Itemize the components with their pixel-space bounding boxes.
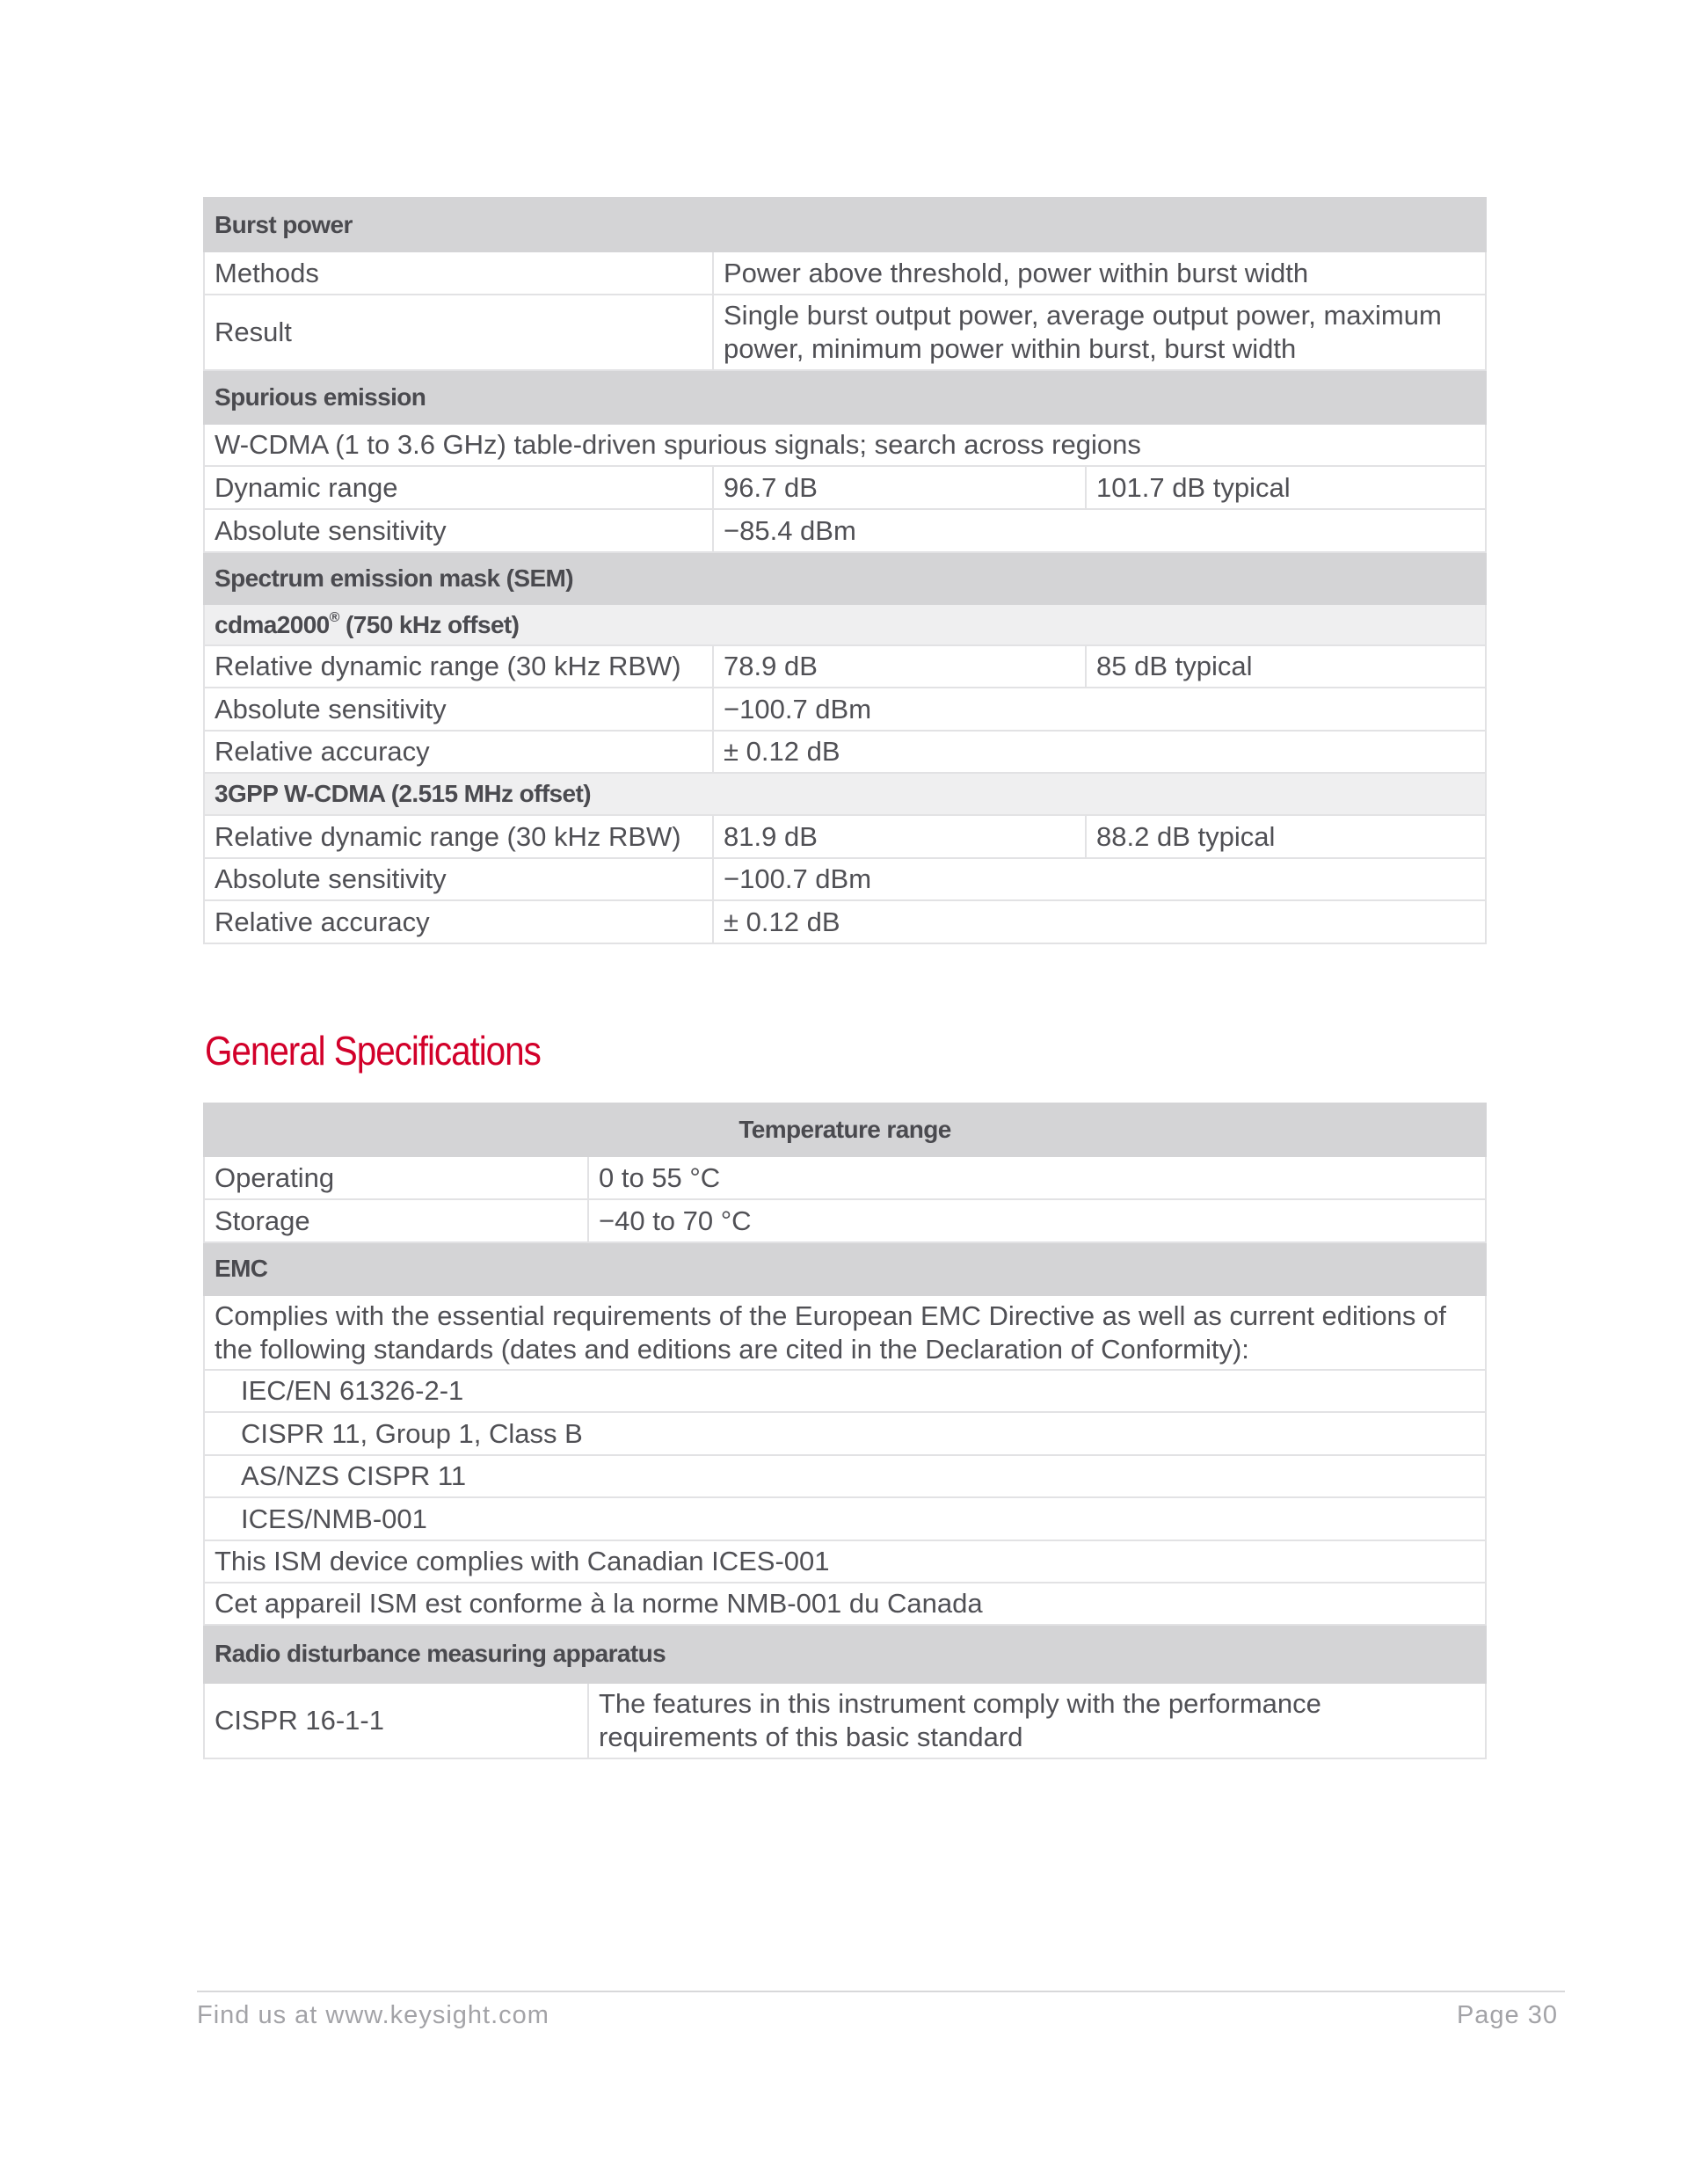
table-row: [204, 1683, 1486, 1758]
table-row: [204, 509, 1486, 552]
section-header-radio-disturbance: [204, 1625, 1486, 1683]
measurement-spec-table: [203, 197, 1487, 944]
section-title: Spectrum emission mask (SEM): [204, 552, 1486, 604]
section-title: Burst power: [204, 198, 1486, 251]
row-typical: 101.7 dB typical: [1086, 466, 1486, 509]
section-title: Temperature range: [204, 1103, 1486, 1156]
row-label: Relative dynamic range (30 kHz RBW): [204, 645, 713, 688]
row-value: −100.7 dBm: [713, 858, 1486, 900]
table-row: [204, 688, 1486, 731]
standard-item: CISPR 11, Group 1, Class B: [204, 1412, 1486, 1455]
row-value: ± 0.12 dB: [713, 731, 1486, 773]
row-label: Operating: [204, 1156, 588, 1199]
section-title: EMC: [204, 1242, 1486, 1295]
footer-divider: [197, 1991, 1565, 1992]
standard-item: IEC/EN 61326-2-1: [204, 1370, 1486, 1412]
section-header-sem: [204, 552, 1486, 604]
standard-item: ICES/NMB-001: [204, 1497, 1486, 1540]
row-label: Absolute sensitivity: [204, 509, 713, 552]
standard-item: AS/NZS CISPR 11: [204, 1455, 1486, 1497]
row-label: Relative dynamic range (30 kHz RBW): [204, 815, 713, 858]
row-value: 81.9 dB: [713, 815, 1086, 858]
row-label: Absolute sensitivity: [204, 688, 713, 731]
row-label: Storage: [204, 1199, 588, 1242]
table-row: [204, 466, 1486, 509]
subsection-title: cdma2000® (750 kHz offset): [204, 604, 1486, 645]
row-value: ± 0.12 dB: [713, 900, 1486, 943]
table-row: [204, 858, 1486, 900]
standard-row: [204, 1370, 1486, 1412]
standard-row: [204, 1412, 1486, 1455]
row-value: Power above threshold, power within burst width: [713, 251, 1486, 295]
table-row: [204, 424, 1486, 466]
standard-row: [204, 1497, 1486, 1540]
row-typical: 88.2 dB typical: [1086, 815, 1486, 858]
table-row: [204, 645, 1486, 688]
footer-website-text: Find us at www.keysight.com: [197, 2001, 549, 2029]
row-label: Dynamic range: [204, 466, 713, 509]
row-label: Relative accuracy: [204, 900, 713, 943]
row-label: CISPR 16-1-1: [204, 1683, 588, 1758]
row-value: Single burst output power, average output power, maximum power, minimum power within burst, burst width: [713, 295, 1486, 370]
row-description: W-CDMA (1 to 3.6 GHz) table-driven spurious signals; search across regions: [204, 424, 1486, 466]
table-row: [204, 1583, 1486, 1625]
subsection-header-wcdma: [204, 773, 1486, 815]
table-row: [204, 1295, 1486, 1370]
table-row: [204, 295, 1486, 370]
section-header-emc: [204, 1242, 1486, 1295]
row-value: −85.4 dBm: [713, 509, 1486, 552]
row-label: Result: [204, 295, 713, 370]
table-row: [204, 900, 1486, 943]
row-description: Complies with the essential requirements of the European EMC Directive as well as current editions of the following standards (dates and editions are cited in the Declaration of Conformity):: [204, 1295, 1486, 1370]
section-heading-general-specifications: General Specifications: [205, 1028, 541, 1074]
row-typical: 85 dB typical: [1086, 645, 1486, 688]
row-label: Methods: [204, 251, 713, 295]
subsection-title: 3GPP W-CDMA (2.515 MHz offset): [204, 773, 1486, 815]
row-label: Relative accuracy: [204, 731, 713, 773]
table-row: [204, 1199, 1486, 1242]
section-title: Radio disturbance measuring apparatus: [204, 1625, 1486, 1683]
row-description: This ISM device complies with Canadian ICES-001: [204, 1540, 1486, 1583]
section-title: Spurious emission: [204, 370, 1486, 424]
table-row: [204, 1540, 1486, 1583]
row-description: Cet appareil ISM est conforme à la norme NMB-001 du Canada: [204, 1583, 1486, 1625]
row-label: Absolute sensitivity: [204, 858, 713, 900]
table-row: [204, 1156, 1486, 1199]
standard-row: [204, 1455, 1486, 1497]
row-value: The features in this instrument comply with the performance requirements of this basic standard: [588, 1683, 1486, 1758]
subsection-header-cdma2000: [204, 604, 1486, 645]
page-number: Page 30: [1456, 2001, 1558, 2029]
general-spec-table: [203, 1103, 1487, 1759]
table-row: [204, 731, 1486, 773]
row-value: 0 to 55 °C: [588, 1156, 1486, 1199]
table-row: [204, 251, 1486, 295]
row-value: −100.7 dBm: [713, 688, 1486, 731]
row-value: −40 to 70 °C: [588, 1199, 1486, 1242]
section-header-spurious-emission: [204, 370, 1486, 424]
table-row: [204, 815, 1486, 858]
row-value: 78.9 dB: [713, 645, 1086, 688]
registered-mark: ®: [329, 609, 339, 625]
row-value: 96.7 dB: [713, 466, 1086, 509]
section-header-temperature: [204, 1103, 1486, 1156]
section-header-burst-power: [204, 198, 1486, 251]
